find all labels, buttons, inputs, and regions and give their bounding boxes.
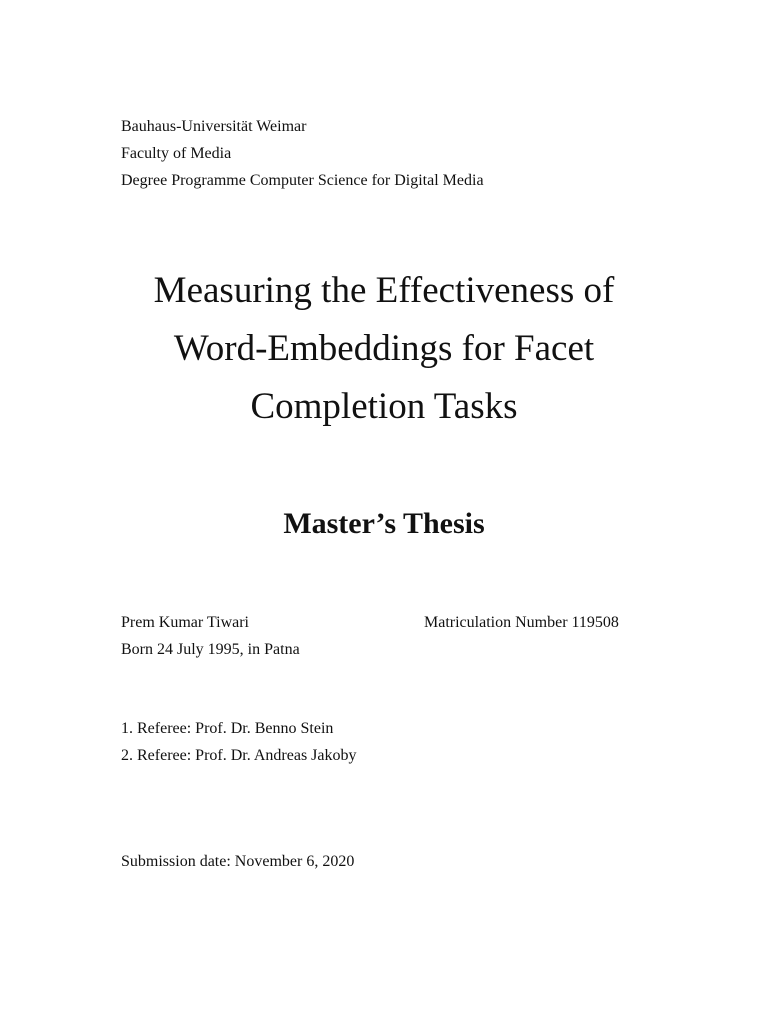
degree-programme: Degree Programme Computer Science for Digital Media [121,172,484,189]
university-name: Bauhaus-Universität Weimar [121,118,307,135]
matriculation-number: Matriculation Number 119508 [424,614,619,631]
author-birth: Born 24 July 1995, in Patna [121,641,300,658]
thesis-title-line-1: Measuring the Effectiveness of [153,270,615,311]
thesis-title [84,262,684,436]
referee-1: 1. Referee: Prof. Dr. Benno Stein [121,720,334,737]
referee-2: 2. Referee: Prof. Dr. Andreas Jakoby [121,747,357,764]
author-block [121,609,421,663]
institution-block [121,113,681,194]
referee-block [121,715,521,769]
thesis-title-line-2: Word-Embeddings for Facet [173,328,595,369]
thesis-title-line-3: Completion Tasks [250,386,518,427]
author-name: Prem Kumar Tiwari [121,614,249,631]
submission-date: Submission date: November 6, 2020 [121,853,355,870]
thesis-type: Master’s Thesis [283,507,485,540]
faculty-name: Faculty of Media [121,145,232,162]
